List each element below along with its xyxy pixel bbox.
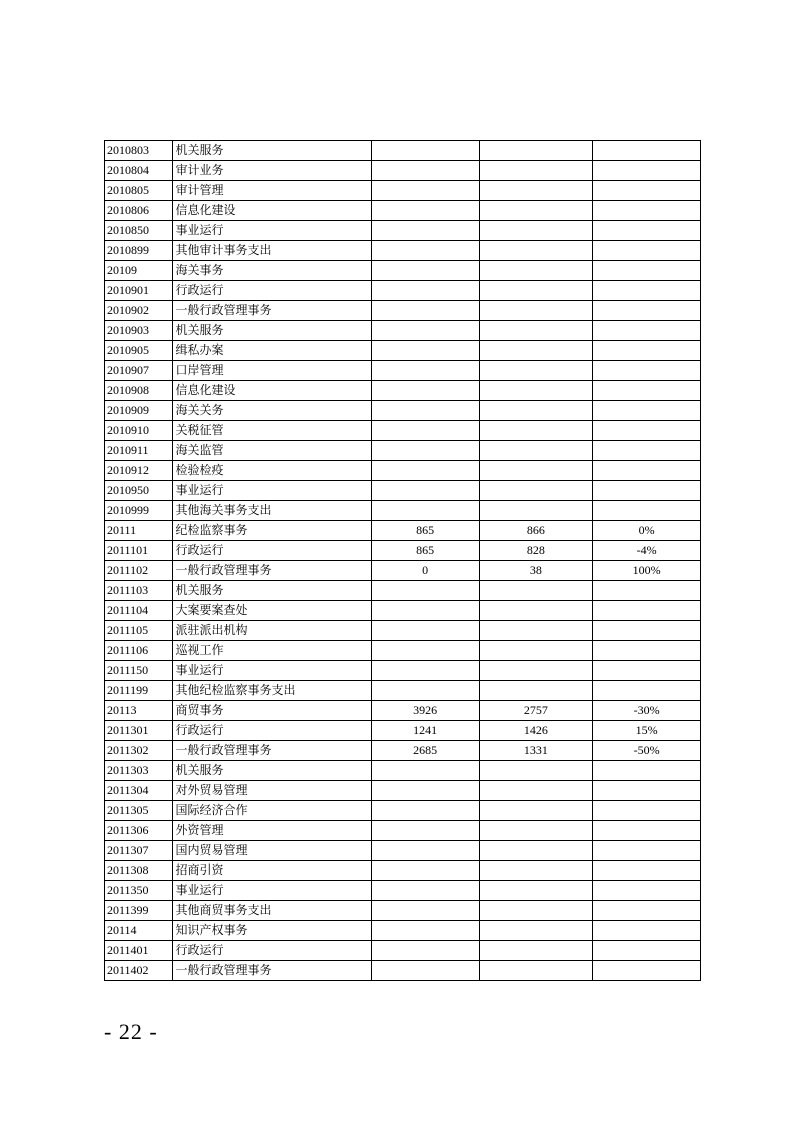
- row-name-cell: 口岸管理: [173, 361, 371, 381]
- row-name-cell: 行政运行: [173, 281, 371, 301]
- row-name-cell: 商贸事务: [173, 701, 371, 721]
- row-value-2-cell: 828: [479, 541, 593, 561]
- row-value-2-cell: 38: [479, 561, 593, 581]
- row-value-1-cell: 865: [371, 521, 479, 541]
- row-value-1-cell: [371, 961, 479, 981]
- row-value-2-cell: [479, 441, 593, 461]
- row-code-cell: 2011302: [105, 741, 173, 761]
- row-name-cell: 国际经济合作: [173, 801, 371, 821]
- table-row: [105, 681, 701, 701]
- row-code-cell: 2011304: [105, 781, 173, 801]
- row-value-1-cell: [371, 281, 479, 301]
- row-value-2-cell: [479, 961, 593, 981]
- row-value-1-cell: [371, 921, 479, 941]
- row-change-percent-cell: [593, 241, 701, 261]
- row-name-cell: 信息化建设: [173, 201, 371, 221]
- table-row: [105, 361, 701, 381]
- row-name-cell: 审计管理: [173, 181, 371, 201]
- table-row: [105, 441, 701, 461]
- row-value-2-cell: [479, 141, 593, 161]
- table-row: [105, 501, 701, 521]
- row-value-2-cell: 1331: [479, 741, 593, 761]
- row-name-cell: 机关服务: [173, 321, 371, 341]
- row-code-cell: 2011150: [105, 661, 173, 681]
- table-row: [105, 181, 701, 201]
- row-code-cell: 2010901: [105, 281, 173, 301]
- row-value-1-cell: [371, 201, 479, 221]
- table-row: [105, 861, 701, 881]
- row-code-cell: 2010902: [105, 301, 173, 321]
- row-value-2-cell: [479, 941, 593, 961]
- row-code-cell: 2011399: [105, 901, 173, 921]
- row-change-percent-cell: [593, 861, 701, 881]
- row-change-percent-cell: [593, 601, 701, 621]
- table-row: [105, 161, 701, 181]
- row-value-1-cell: [371, 141, 479, 161]
- row-change-percent-cell: [593, 481, 701, 501]
- row-code-cell: 2011308: [105, 861, 173, 881]
- row-value-1-cell: [371, 661, 479, 681]
- row-code-cell: 2011307: [105, 841, 173, 861]
- row-value-2-cell: [479, 861, 593, 881]
- row-change-percent-cell: [593, 361, 701, 381]
- row-name-cell: 事业运行: [173, 221, 371, 241]
- table-row: [105, 521, 701, 541]
- row-code-cell: 2011101: [105, 541, 173, 561]
- row-code-cell: 2011303: [105, 761, 173, 781]
- row-code-cell: 20113: [105, 701, 173, 721]
- row-change-percent-cell: [593, 821, 701, 841]
- row-name-cell: 一般行政管理事务: [173, 561, 371, 581]
- row-value-2-cell: [479, 841, 593, 861]
- table-row: [105, 901, 701, 921]
- row-value-2-cell: [479, 641, 593, 661]
- row-change-percent-cell: [593, 381, 701, 401]
- row-value-2-cell: 1426: [479, 721, 593, 741]
- row-value-2-cell: 2757: [479, 701, 593, 721]
- row-value-1-cell: [371, 801, 479, 821]
- row-value-1-cell: [371, 941, 479, 961]
- row-value-2-cell: [479, 581, 593, 601]
- row-value-1-cell: [371, 381, 479, 401]
- table-row: [105, 221, 701, 241]
- row-name-cell: 缉私办案: [173, 341, 371, 361]
- row-code-cell: 2010912: [105, 461, 173, 481]
- row-change-percent-cell: [593, 181, 701, 201]
- row-value-1-cell: [371, 461, 479, 481]
- row-change-percent-cell: [593, 321, 701, 341]
- row-change-percent-cell: [593, 901, 701, 921]
- row-name-cell: 一般行政管理事务: [173, 741, 371, 761]
- row-code-cell: 20114: [105, 921, 173, 941]
- row-code-cell: 2010899: [105, 241, 173, 261]
- row-change-percent-cell: [593, 461, 701, 481]
- row-value-1-cell: [371, 901, 479, 921]
- row-change-percent-cell: [593, 801, 701, 821]
- row-name-cell: 外资管理: [173, 821, 371, 841]
- row-change-percent-cell: -50%: [593, 741, 701, 761]
- row-value-2-cell: [479, 821, 593, 841]
- row-value-2-cell: [479, 881, 593, 901]
- row-value-2-cell: [479, 161, 593, 181]
- row-change-percent-cell: [593, 501, 701, 521]
- row-name-cell: 行政运行: [173, 721, 371, 741]
- row-change-percent-cell: [593, 261, 701, 281]
- row-name-cell: 其他审计事务支出: [173, 241, 371, 261]
- row-value-1-cell: [371, 421, 479, 441]
- row-change-percent-cell: [593, 161, 701, 181]
- row-value-1-cell: [371, 861, 479, 881]
- row-value-1-cell: [371, 881, 479, 901]
- row-name-cell: 机关服务: [173, 141, 371, 161]
- row-change-percent-cell: 15%: [593, 721, 701, 741]
- row-code-cell: 2010910: [105, 421, 173, 441]
- row-value-2-cell: [479, 681, 593, 701]
- row-name-cell: 关税征管: [173, 421, 371, 441]
- row-change-percent-cell: [593, 341, 701, 361]
- row-value-1-cell: [371, 181, 479, 201]
- row-value-1-cell: 1241: [371, 721, 479, 741]
- row-change-percent-cell: [593, 221, 701, 241]
- row-change-percent-cell: [593, 621, 701, 641]
- row-code-cell: 2011102: [105, 561, 173, 581]
- row-change-percent-cell: [593, 681, 701, 701]
- table-row: [105, 621, 701, 641]
- row-name-cell: 行政运行: [173, 541, 371, 561]
- row-name-cell: 其他海关事务支出: [173, 501, 371, 521]
- row-code-cell: 2011306: [105, 821, 173, 841]
- row-value-1-cell: [371, 601, 479, 621]
- row-code-cell: 2010909: [105, 401, 173, 421]
- row-code-cell: 2011199: [105, 681, 173, 701]
- row-change-percent-cell: [593, 281, 701, 301]
- row-name-cell: 信息化建设: [173, 381, 371, 401]
- row-change-percent-cell: [593, 881, 701, 901]
- row-code-cell: 2010908: [105, 381, 173, 401]
- row-value-2-cell: [479, 281, 593, 301]
- row-code-cell: 2010850: [105, 221, 173, 241]
- table-row: [105, 841, 701, 861]
- row-value-2-cell: [479, 221, 593, 241]
- row-value-2-cell: [479, 901, 593, 921]
- row-value-1-cell: [371, 241, 479, 261]
- row-value-2-cell: [479, 201, 593, 221]
- row-change-percent-cell: [593, 421, 701, 441]
- table-row: [105, 141, 701, 161]
- row-value-2-cell: [479, 181, 593, 201]
- row-value-2-cell: [479, 381, 593, 401]
- row-value-2-cell: [479, 761, 593, 781]
- row-code-cell: 2010907: [105, 361, 173, 381]
- row-value-1-cell: [371, 161, 479, 181]
- row-name-cell: 事业运行: [173, 661, 371, 681]
- row-change-percent-cell: [593, 961, 701, 981]
- row-value-1-cell: [371, 821, 479, 841]
- row-change-percent-cell: [593, 921, 701, 941]
- row-name-cell: 国内贸易管理: [173, 841, 371, 861]
- row-value-1-cell: 3926: [371, 701, 479, 721]
- row-value-1-cell: [371, 781, 479, 801]
- row-name-cell: 招商引资: [173, 861, 371, 881]
- row-change-percent-cell: -4%: [593, 541, 701, 561]
- row-change-percent-cell: [593, 941, 701, 961]
- table-row: [105, 921, 701, 941]
- row-name-cell: 对外贸易管理: [173, 781, 371, 801]
- row-code-cell: 2010999: [105, 501, 173, 521]
- table-row: [105, 781, 701, 801]
- table-row: [105, 721, 701, 741]
- row-value-1-cell: [371, 221, 479, 241]
- row-value-2-cell: 866: [479, 521, 593, 541]
- row-code-cell: 2011301: [105, 721, 173, 741]
- row-code-cell: 20109: [105, 261, 173, 281]
- row-name-cell: 机关服务: [173, 581, 371, 601]
- row-code-cell: 2010804: [105, 161, 173, 181]
- table-row: [105, 421, 701, 441]
- row-value-1-cell: [371, 401, 479, 421]
- row-code-cell: 2011401: [105, 941, 173, 961]
- table-row: [105, 961, 701, 981]
- table-row: [105, 201, 701, 221]
- table-row: [105, 481, 701, 501]
- row-name-cell: 行政运行: [173, 941, 371, 961]
- row-value-2-cell: [479, 421, 593, 441]
- row-code-cell: 2011104: [105, 601, 173, 621]
- row-code-cell: 2010805: [105, 181, 173, 201]
- row-code-cell: 2011402: [105, 961, 173, 981]
- table-row: [105, 541, 701, 561]
- row-value-2-cell: [479, 921, 593, 941]
- table-row: [105, 381, 701, 401]
- row-value-2-cell: [479, 361, 593, 381]
- row-name-cell: 纪检监察事务: [173, 521, 371, 541]
- row-name-cell: 其他纪检监察事务支出: [173, 681, 371, 701]
- row-name-cell: 检验检疫: [173, 461, 371, 481]
- table-row: [105, 581, 701, 601]
- row-value-1-cell: [371, 321, 479, 341]
- row-name-cell: 一般行政管理事务: [173, 301, 371, 321]
- row-change-percent-cell: [593, 781, 701, 801]
- row-value-2-cell: [479, 241, 593, 261]
- row-code-cell: 2011106: [105, 641, 173, 661]
- row-value-1-cell: [371, 621, 479, 641]
- row-value-1-cell: [371, 581, 479, 601]
- row-value-1-cell: 2685: [371, 741, 479, 761]
- row-code-cell: 20111: [105, 521, 173, 541]
- row-value-2-cell: [479, 601, 593, 621]
- row-change-percent-cell: [593, 301, 701, 321]
- table-row: [105, 661, 701, 681]
- row-code-cell: 2010905: [105, 341, 173, 361]
- row-change-percent-cell: [593, 761, 701, 781]
- row-value-2-cell: [479, 401, 593, 421]
- row-value-1-cell: 0: [371, 561, 479, 581]
- row-value-1-cell: 865: [371, 541, 479, 561]
- row-value-1-cell: [371, 641, 479, 661]
- row-name-cell: 机关服务: [173, 761, 371, 781]
- table-row: [105, 261, 701, 281]
- row-value-1-cell: [371, 501, 479, 521]
- row-code-cell: 2010950: [105, 481, 173, 501]
- budget-table-body: [105, 141, 701, 981]
- table-row: [105, 881, 701, 901]
- row-value-2-cell: [479, 301, 593, 321]
- row-change-percent-cell: [593, 201, 701, 221]
- row-name-cell: 一般行政管理事务: [173, 961, 371, 981]
- row-value-2-cell: [479, 261, 593, 281]
- row-change-percent-cell: [593, 841, 701, 861]
- row-code-cell: 2011105: [105, 621, 173, 641]
- row-value-1-cell: [371, 481, 479, 501]
- table-row: [105, 821, 701, 841]
- row-code-cell: 2011305: [105, 801, 173, 821]
- row-change-percent-cell: [593, 641, 701, 661]
- row-value-2-cell: [479, 341, 593, 361]
- row-value-1-cell: [371, 761, 479, 781]
- table-row: [105, 561, 701, 581]
- table-row: [105, 741, 701, 761]
- row-code-cell: 2011350: [105, 881, 173, 901]
- row-value-1-cell: [371, 361, 479, 381]
- row-code-cell: 2010806: [105, 201, 173, 221]
- row-value-2-cell: [479, 661, 593, 681]
- row-value-1-cell: [371, 681, 479, 701]
- row-change-percent-cell: [593, 661, 701, 681]
- row-name-cell: 审计业务: [173, 161, 371, 181]
- row-name-cell: 其他商贸事务支出: [173, 901, 371, 921]
- row-name-cell: 海关关务: [173, 401, 371, 421]
- table-row: [105, 341, 701, 361]
- row-name-cell: 知识产权事务: [173, 921, 371, 941]
- table-row: [105, 941, 701, 961]
- row-name-cell: 派驻派出机构: [173, 621, 371, 641]
- table-row: [105, 241, 701, 261]
- table-row: [105, 701, 701, 721]
- page-number: - 22 -: [104, 1019, 158, 1044]
- row-change-percent-cell: [593, 141, 701, 161]
- row-code-cell: 2010803: [105, 141, 173, 161]
- row-name-cell: 大案要案查处: [173, 601, 371, 621]
- row-value-2-cell: [479, 621, 593, 641]
- row-change-percent-cell: 0%: [593, 521, 701, 541]
- table-row: [105, 601, 701, 621]
- row-name-cell: 事业运行: [173, 881, 371, 901]
- row-value-2-cell: [479, 321, 593, 341]
- row-change-percent-cell: [593, 401, 701, 421]
- table-row: [105, 761, 701, 781]
- row-change-percent-cell: 100%: [593, 561, 701, 581]
- row-value-1-cell: [371, 341, 479, 361]
- table-row: [105, 281, 701, 301]
- row-value-1-cell: [371, 841, 479, 861]
- row-value-1-cell: [371, 441, 479, 461]
- row-value-2-cell: [479, 501, 593, 521]
- row-value-2-cell: [479, 801, 593, 821]
- row-name-cell: 巡视工作: [173, 641, 371, 661]
- budget-table: [104, 140, 701, 981]
- row-value-2-cell: [479, 781, 593, 801]
- row-change-percent-cell: -30%: [593, 701, 701, 721]
- table-row: [105, 461, 701, 481]
- row-code-cell: 2010911: [105, 441, 173, 461]
- table-row: [105, 321, 701, 341]
- row-code-cell: 2010903: [105, 321, 173, 341]
- row-change-percent-cell: [593, 441, 701, 461]
- row-name-cell: 海关监管: [173, 441, 371, 461]
- row-value-1-cell: [371, 261, 479, 281]
- table-row: [105, 401, 701, 421]
- table-row: [105, 641, 701, 661]
- table-row: [105, 301, 701, 321]
- table-row: [105, 801, 701, 821]
- row-value-2-cell: [479, 461, 593, 481]
- row-change-percent-cell: [593, 581, 701, 601]
- row-code-cell: 2011103: [105, 581, 173, 601]
- row-name-cell: 海关事务: [173, 261, 371, 281]
- row-value-2-cell: [479, 481, 593, 501]
- row-value-1-cell: [371, 301, 479, 321]
- row-name-cell: 事业运行: [173, 481, 371, 501]
